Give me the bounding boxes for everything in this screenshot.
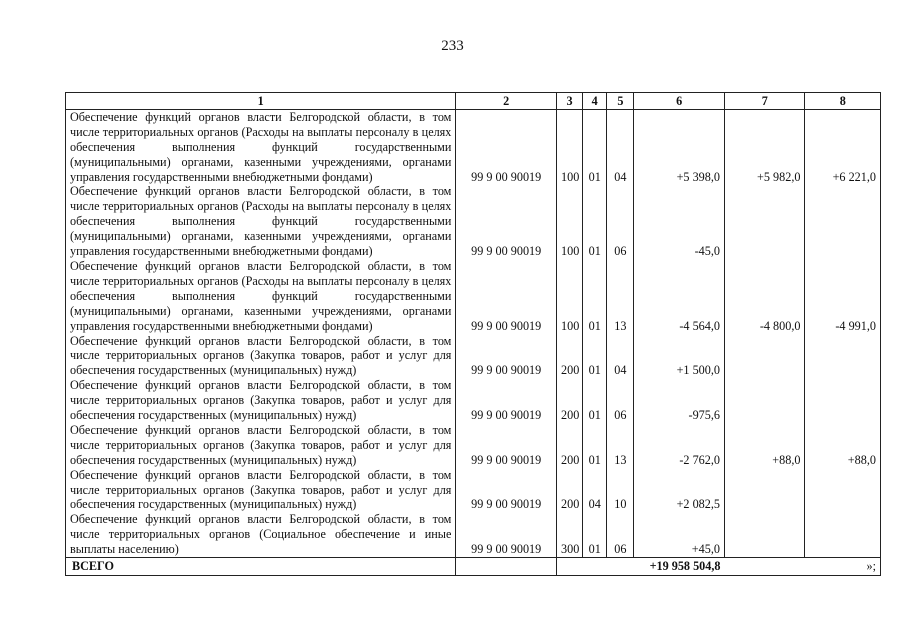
total-empty-cell: [725, 558, 805, 576]
total-empty-cell: [557, 558, 583, 576]
subsection-code: 06: [607, 184, 634, 259]
closing-quote: »;: [805, 558, 881, 576]
amount-col-8: [805, 512, 881, 557]
subsection-code: 13: [607, 259, 634, 334]
amount-col-8: +88,0: [805, 423, 881, 468]
row-description: Обеспечение функций органов власти Белгородской области, в том числе территориальных органов (Закупка товаров, работ и услуг для обеспечения государственных (муниципальных) нужд): [66, 378, 456, 423]
section-code: 01: [583, 184, 607, 259]
subsection-code: 06: [607, 512, 634, 557]
target-article-code: 99 9 00 90019: [456, 468, 557, 513]
column-header: 1: [66, 93, 456, 110]
amount-col-6: +5 398,0: [634, 109, 725, 184]
amount-col-6: +1 500,0: [634, 334, 725, 379]
amount-col-7: -4 800,0: [725, 259, 805, 334]
amount-col-8: [805, 378, 881, 423]
table-row: [66, 334, 881, 379]
table-row: [66, 184, 881, 259]
target-article-code: 99 9 00 90019: [456, 423, 557, 468]
amount-col-6: -2 762,0: [634, 423, 725, 468]
total-value: +19 958 504,8: [634, 558, 725, 576]
section-code: 01: [583, 259, 607, 334]
table-row: [66, 378, 881, 423]
amount-col-8: -4 991,0: [805, 259, 881, 334]
column-header: 5: [607, 93, 634, 110]
amount-col-7: +88,0: [725, 423, 805, 468]
amount-col-8: [805, 334, 881, 379]
table-row: [66, 468, 881, 513]
column-header: 4: [583, 93, 607, 110]
subsection-code: 04: [607, 109, 634, 184]
amount-col-6: -45,0: [634, 184, 725, 259]
total-label: ВСЕГО: [66, 558, 456, 576]
row-description: Обеспечение функций органов власти Белгородской области, в том числе территориальных органов (Расходы на выплаты персоналу в целях обеспечения выполнения функций государственными (муниципальными) органами, казенными учреждениями, органами управления государственными внебюджетными фондами): [66, 259, 456, 334]
target-article-code: 99 9 00 90019: [456, 512, 557, 557]
row-description: Обеспечение функций органов власти Белгородской области, в том числе территориальных органов (Закупка товаров, работ и услуг для обеспечения государственных (муниципальных) нужд): [66, 468, 456, 513]
amount-col-7: [725, 468, 805, 513]
table-row: [66, 423, 881, 468]
amount-col-8: [805, 184, 881, 259]
table-row: [66, 512, 881, 557]
subsection-code: 06: [607, 378, 634, 423]
expense-type: 200: [557, 334, 583, 379]
row-description: Обеспечение функций органов власти Белгородской области, в том числе территориальных органов (Закупка товаров, работ и услуг для обеспечения государственных (муниципальных) нужд): [66, 423, 456, 468]
section-code: 01: [583, 378, 607, 423]
column-header: 2: [456, 93, 557, 110]
table-row: [66, 259, 881, 334]
expense-type: 200: [557, 468, 583, 513]
subsection-code: 13: [607, 423, 634, 468]
section-code: 01: [583, 334, 607, 379]
column-header: 8: [805, 93, 881, 110]
target-article-code: 99 9 00 90019: [456, 109, 557, 184]
budget-table: [65, 92, 881, 576]
expense-type: 300: [557, 512, 583, 557]
page-number: 233: [441, 38, 464, 54]
row-description: Обеспечение функций органов власти Белгородской области, в том числе территориальных органов (Закупка товаров, работ и услуг для обеспечения государственных (муниципальных) нужд): [66, 334, 456, 379]
column-header: 7: [725, 93, 805, 110]
amount-col-6: +2 082,5: [634, 468, 725, 513]
total-empty-cell: [607, 558, 634, 576]
amount-col-7: [725, 334, 805, 379]
target-article-code: 99 9 00 90019: [456, 334, 557, 379]
section-code: 04: [583, 468, 607, 513]
target-article-code: 99 9 00 90019: [456, 378, 557, 423]
row-description: Обеспечение функций органов власти Белгородской области, в том числе территориальных органов (Расходы на выплаты персоналу в целях обеспечения выполнения функций государственными (муниципальными) органами, казенными учреждениями, органами управления государственными внебюджетными фондами): [66, 109, 456, 184]
amount-col-7: [725, 512, 805, 557]
section-code: 01: [583, 109, 607, 184]
expense-type: 100: [557, 109, 583, 184]
section-code: 01: [583, 423, 607, 468]
total-row: [66, 558, 881, 576]
row-description: Обеспечение функций органов власти Белгородской области, в том числе территориальных органов (Расходы на выплаты персоналу в целях обеспечения выполнения функций государственными (муниципальными) органами, казенными учреждениями, органами управления государственными внебюджетными фондами): [66, 184, 456, 259]
column-header: 3: [557, 93, 583, 110]
amount-col-8: +6 221,0: [805, 109, 881, 184]
amount-col-7: [725, 184, 805, 259]
header-row: [66, 93, 881, 110]
section-code: 01: [583, 512, 607, 557]
column-header: 6: [634, 93, 725, 110]
amount-col-7: +5 982,0: [725, 109, 805, 184]
amount-col-6: -4 564,0: [634, 259, 725, 334]
subsection-code: 10: [607, 468, 634, 513]
target-article-code: 99 9 00 90019: [456, 184, 557, 259]
expense-type: 200: [557, 378, 583, 423]
table-row: [66, 109, 881, 184]
total-empty-cell: [456, 558, 557, 576]
total-empty-cell: [583, 558, 607, 576]
amount-col-6: -975,6: [634, 378, 725, 423]
amount-col-8: [805, 468, 881, 513]
expense-type: 200: [557, 423, 583, 468]
amount-col-6: +45,0: [634, 512, 725, 557]
target-article-code: 99 9 00 90019: [456, 259, 557, 334]
expense-type: 100: [557, 184, 583, 259]
amount-col-7: [725, 378, 805, 423]
expense-type: 100: [557, 259, 583, 334]
subsection-code: 04: [607, 334, 634, 379]
row-description: Обеспечение функций органов власти Белгородской области, в том числе территориальных органов (Социальное обеспечение и иные выплаты населению): [66, 512, 456, 557]
